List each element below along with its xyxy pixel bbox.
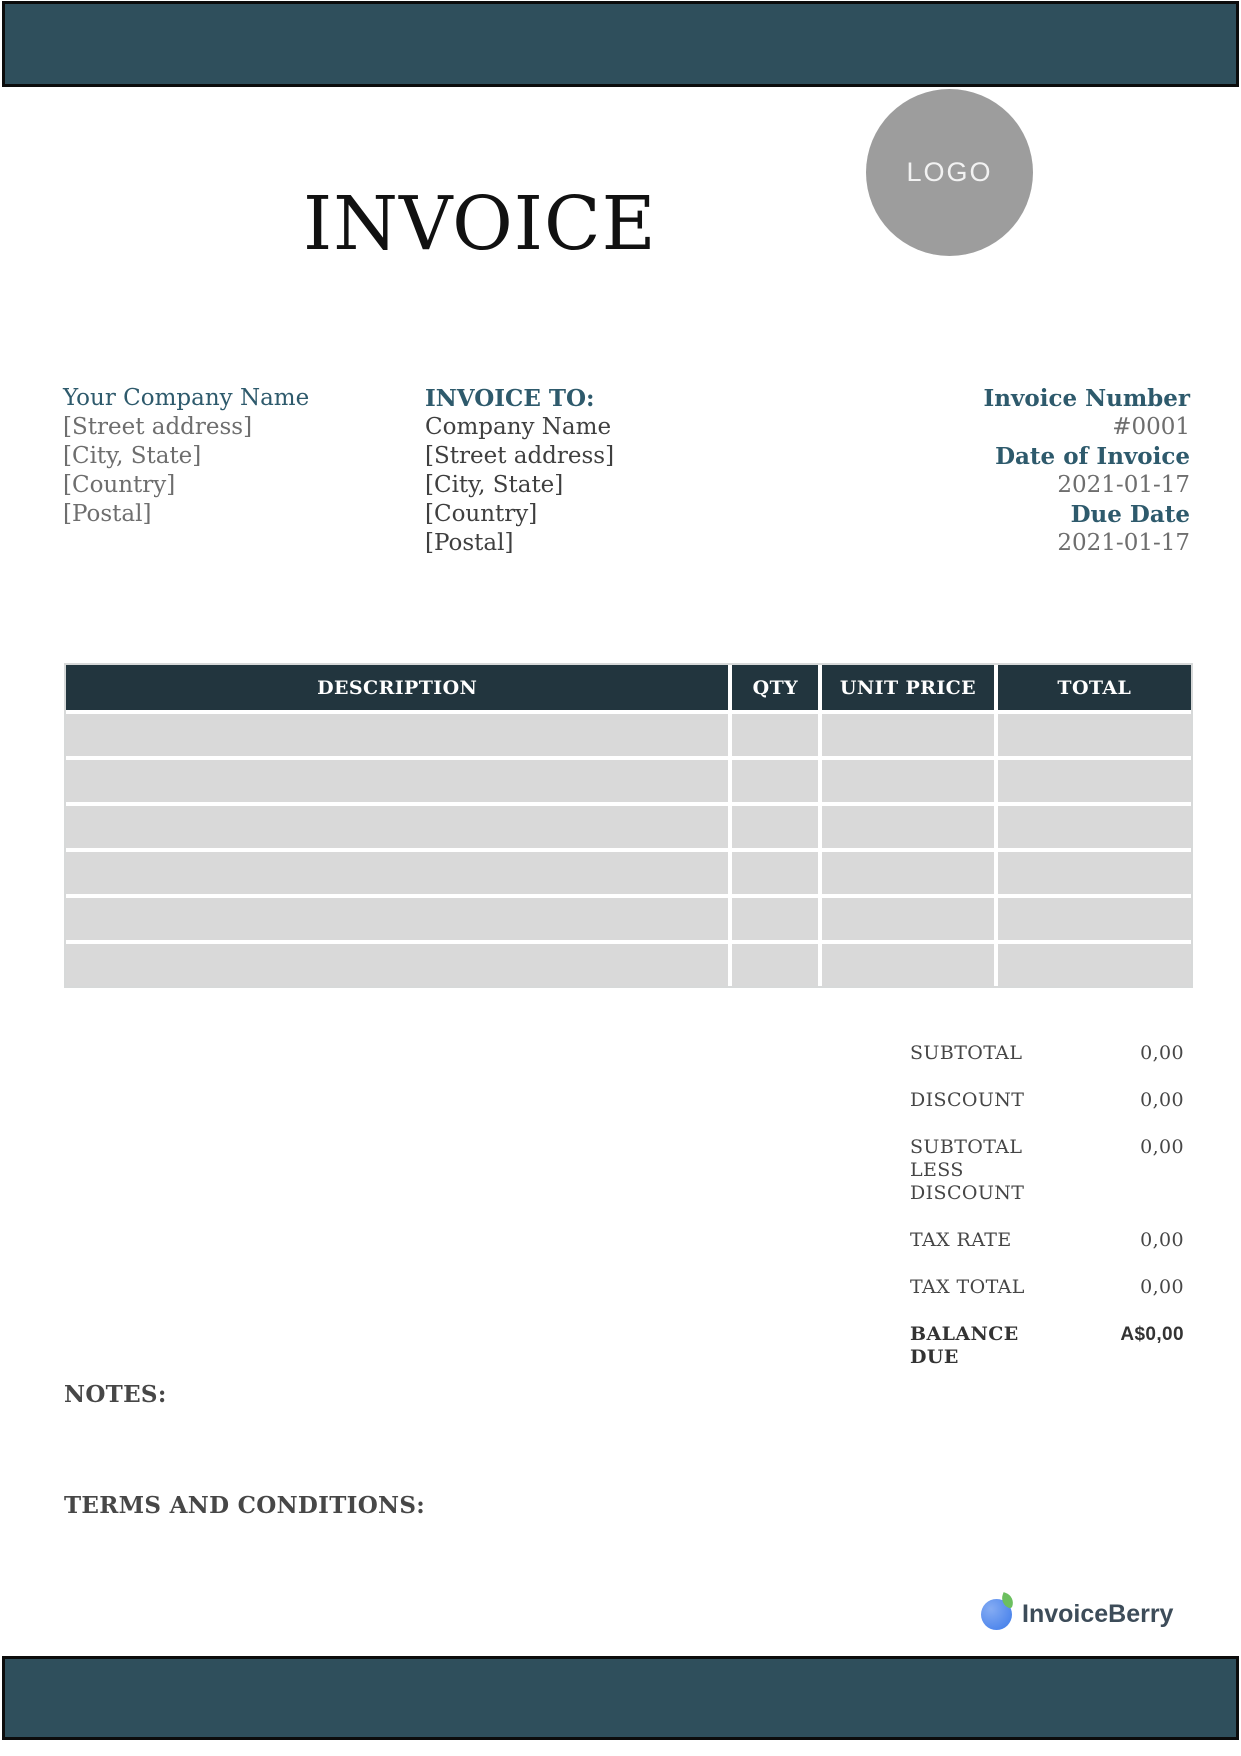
total-row-discount: [910, 1089, 1184, 1112]
notes-heading: NOTES:: [64, 1381, 167, 1408]
due-date-value: 2021-01-17: [1057, 530, 1190, 556]
empty-line-item-cell: [732, 898, 818, 940]
total-row-tax-total: [910, 1276, 1184, 1299]
invoice-meta-block: [890, 384, 1190, 558]
tax-total-label: TAX TOTAL: [910, 1276, 1025, 1298]
page-title: INVOICE: [303, 181, 657, 267]
empty-line-item-cell: [998, 944, 1191, 986]
due-date-label: Due Date: [1070, 501, 1190, 528]
empty-line-item-cell: [998, 760, 1191, 802]
sender-company-name: Your Company Name: [63, 385, 310, 411]
empty-line-item-cell: [66, 760, 728, 802]
subtotal-less-discount-label: SUBTOTAL LESS DISCOUNT: [910, 1136, 1025, 1204]
terms-heading: TERMS AND CONDITIONS:: [64, 1492, 426, 1519]
column-header-total: TOTAL: [998, 665, 1191, 710]
brand-name: InvoiceBerry: [1022, 1600, 1174, 1628]
discount-label: DISCOUNT: [910, 1089, 1025, 1111]
total-row-balance-due: [910, 1323, 1184, 1369]
discount-value: 0,00: [1140, 1089, 1184, 1111]
bill-to-company: Company Name: [425, 414, 612, 440]
subtotal-label: SUBTOTAL: [910, 1042, 1023, 1064]
invoice-date-label: Date of Invoice: [995, 443, 1190, 470]
invoiceberry-brand: [981, 1599, 1173, 1630]
invoice-number-label: Invoice Number: [983, 385, 1190, 412]
balance-due-label: BALANCE DUE: [910, 1323, 1019, 1368]
bill-to-country: [Country]: [425, 501, 538, 527]
bill-to-heading: INVOICE TO:: [425, 385, 595, 412]
empty-line-item-cell: [822, 898, 994, 940]
empty-line-item-cell: [732, 760, 818, 802]
footer-accent-bar: [2, 1656, 1239, 1740]
tax-rate-value: 0,00: [1140, 1229, 1184, 1251]
totals-block: [910, 1042, 1184, 1393]
sender-postal: [Postal]: [63, 501, 152, 527]
empty-line-item-cell: [822, 760, 994, 802]
tax-total-value: 0,00: [1140, 1276, 1184, 1298]
subtotal-less-discount-value: 0,00: [1140, 1136, 1184, 1158]
bill-to-street: [Street address]: [425, 443, 615, 469]
sender-street: [Street address]: [63, 414, 253, 440]
balance-due-value: A$0,00: [1120, 1324, 1184, 1345]
leaf-icon: [999, 1592, 1016, 1609]
sender-country: [Country]: [63, 472, 176, 498]
empty-line-item-cell: [732, 852, 818, 894]
bill-to-city-state: [City, State]: [425, 472, 564, 498]
empty-line-item-cell: [732, 806, 818, 848]
logo-placeholder-label: LOGO: [906, 157, 993, 187]
empty-line-item-cell: [822, 852, 994, 894]
header-accent-bar: [2, 1, 1239, 87]
empty-line-item-cell: [822, 714, 994, 756]
subtotal-value: 0,00: [1140, 1042, 1184, 1064]
total-row-subtotal-less-discount: [910, 1136, 1184, 1205]
empty-line-item-cell: [66, 944, 728, 986]
total-row-subtotal: [910, 1042, 1184, 1065]
empty-line-item-cell: [66, 806, 728, 848]
empty-line-item-cell: [998, 898, 1191, 940]
empty-line-item-cell: [732, 714, 818, 756]
company-logo-placeholder: [866, 89, 1033, 256]
empty-line-item-cell: [998, 852, 1191, 894]
tax-rate-label: TAX RATE: [910, 1229, 1012, 1251]
empty-line-item-cell: [822, 944, 994, 986]
line-items-table: [64, 663, 1193, 988]
bill-to-block: [425, 384, 755, 558]
empty-line-item-cell: [66, 898, 728, 940]
total-row-tax-rate: [910, 1229, 1184, 1252]
empty-line-item-cell: [732, 944, 818, 986]
sender-address-block: [63, 384, 393, 529]
column-header-unit-price: UNIT PRICE: [822, 665, 994, 710]
empty-line-item-cell: [822, 806, 994, 848]
invoice-number-value: #0001: [1112, 414, 1190, 440]
invoice-date-value: 2021-01-17: [1057, 472, 1190, 498]
empty-line-item-cell: [998, 806, 1191, 848]
bill-to-postal: [Postal]: [425, 530, 514, 556]
empty-line-item-cell: [66, 714, 728, 756]
empty-line-item-cell: [998, 714, 1191, 756]
berry-icon: [981, 1599, 1012, 1630]
column-header-qty: QTY: [732, 665, 818, 710]
sender-city-state: [City, State]: [63, 443, 202, 469]
column-header-description: DESCRIPTION: [66, 665, 728, 710]
empty-line-item-cell: [66, 852, 728, 894]
